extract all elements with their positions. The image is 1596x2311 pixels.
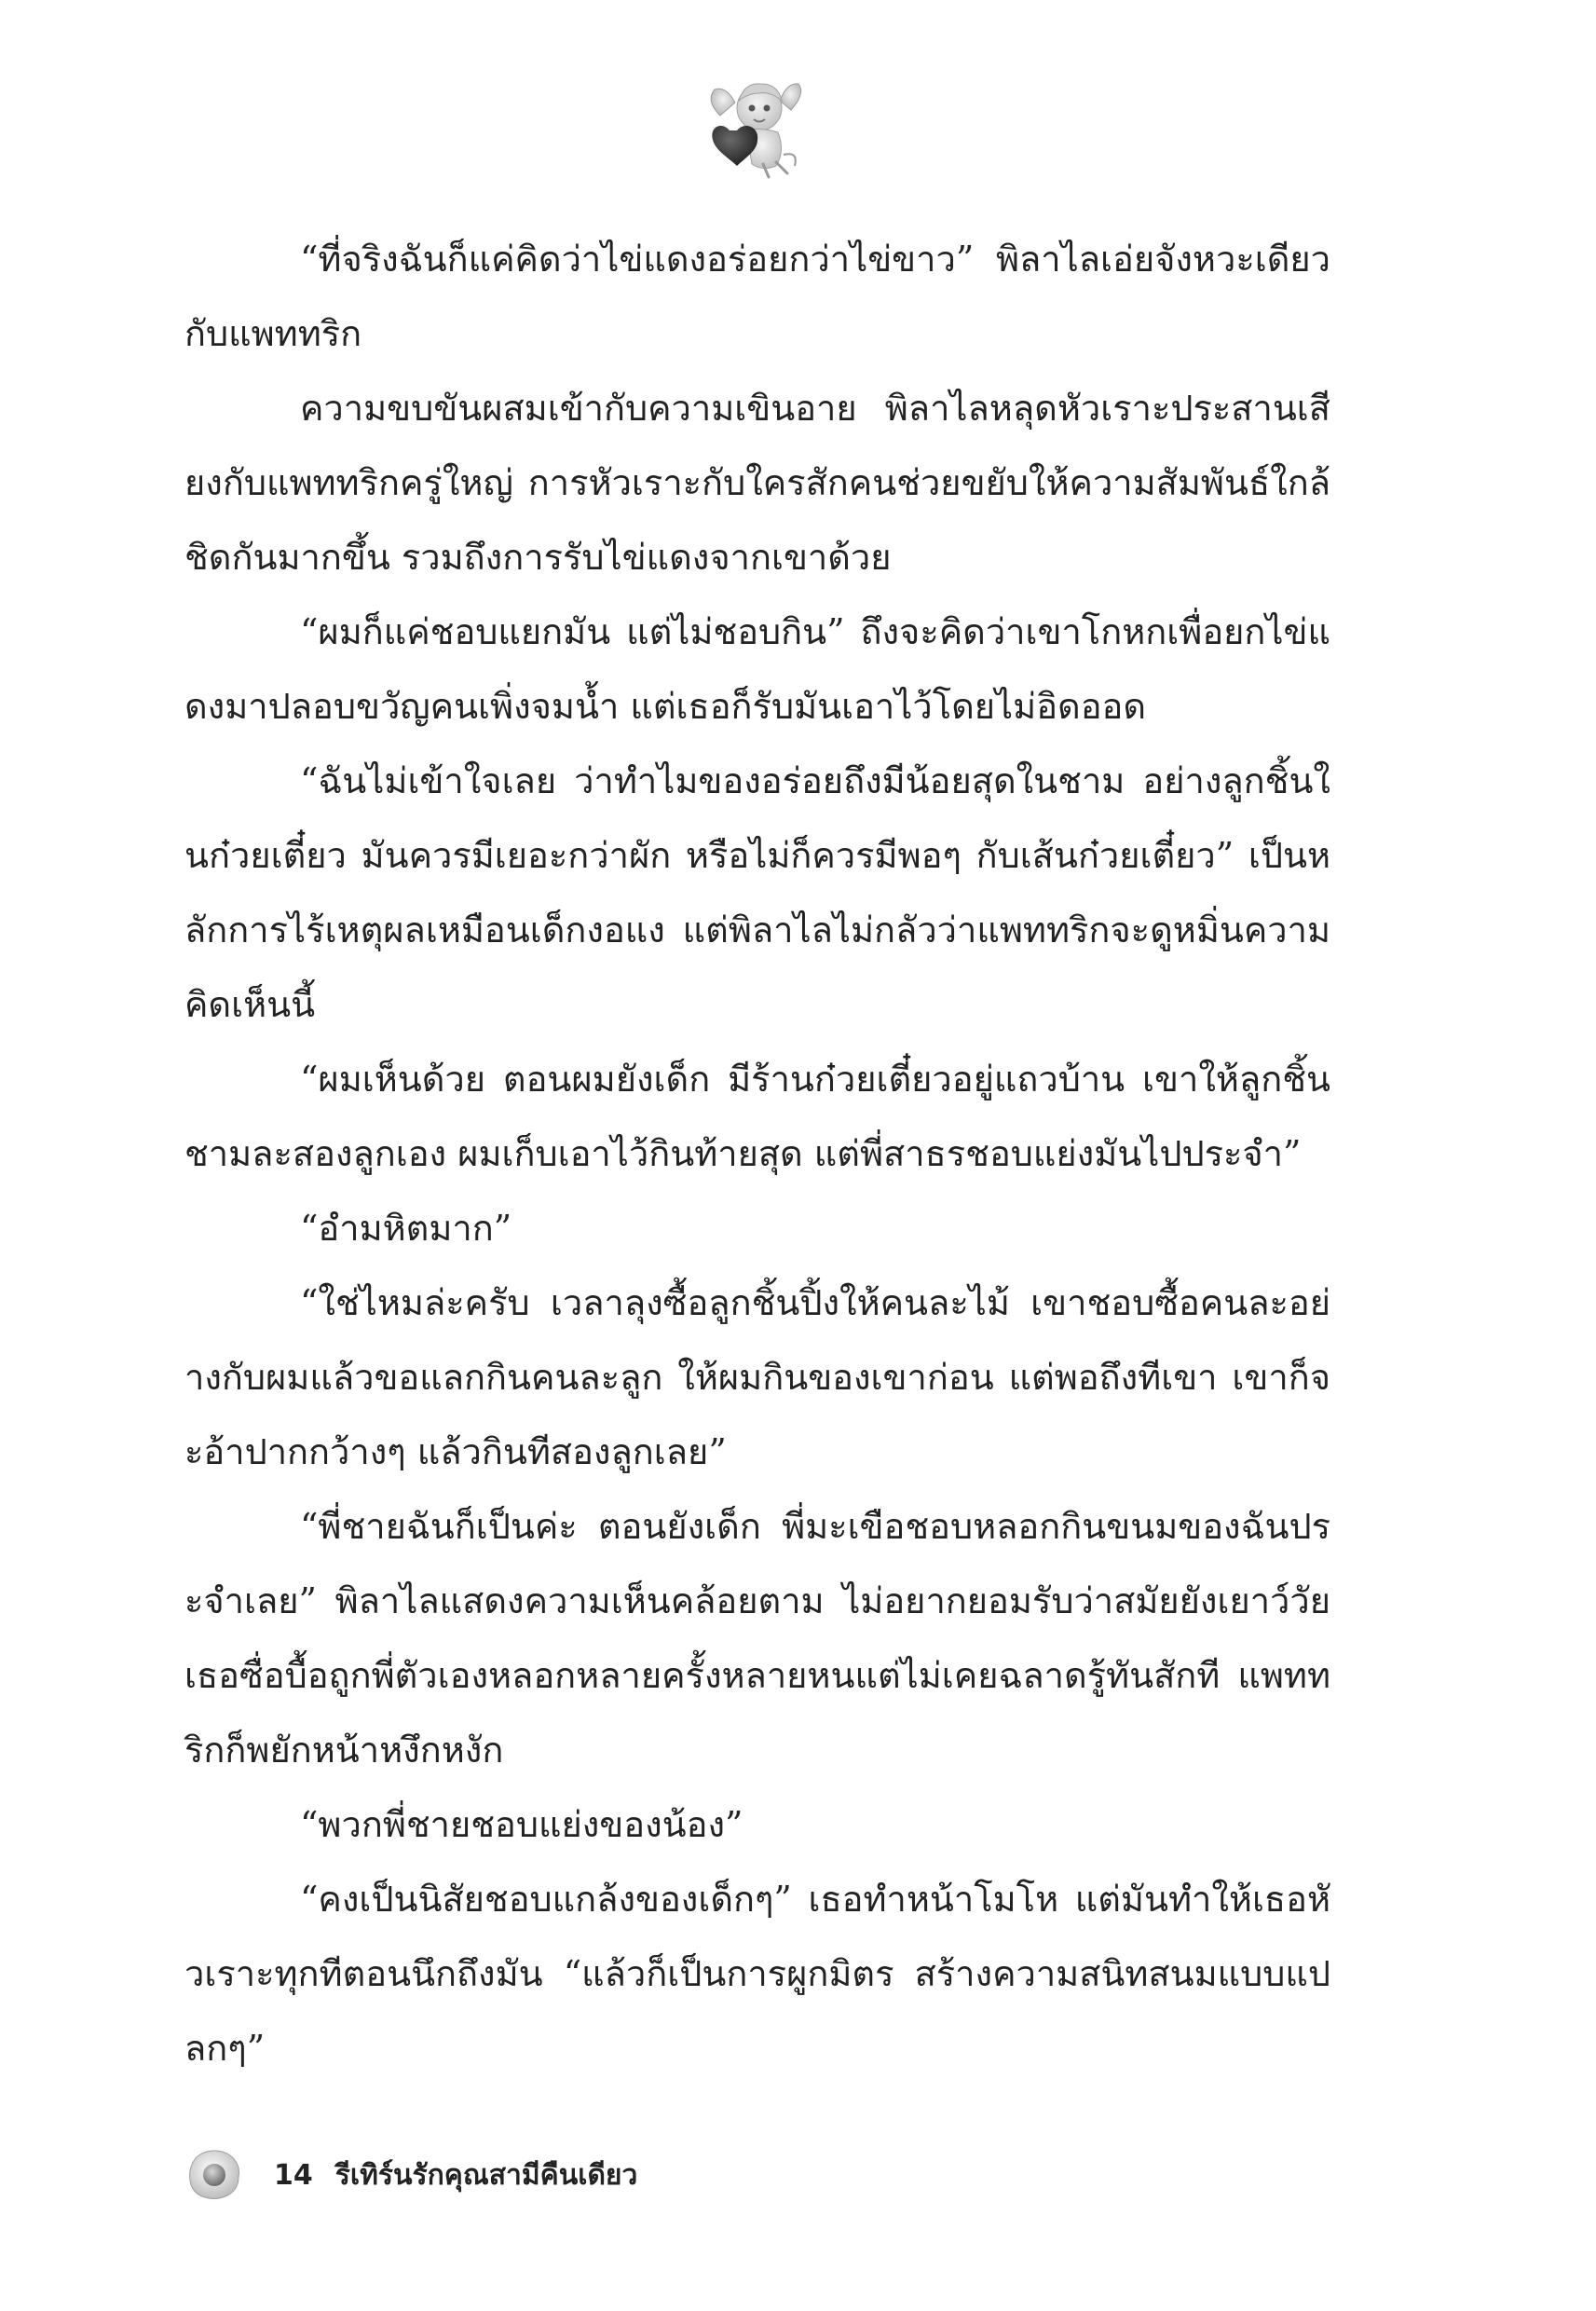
page-number: 14 [274, 2158, 313, 2192]
paragraph: “ผมก็แค่ชอบแยกมัน แต่ไม่ชอบกิน” ถึงจะคิดว่าเขาโกหกเพื่อยกไข่แดงมาปลอบขวัญคนเพิ่งจมน้ำ แต่เธอก็รับมันเอาไว้โดยไม่อิดออด [184, 611, 1330, 727]
paragraph: “อำมหิตมาก” [300, 1208, 512, 1249]
paragraph: “พี่ชายฉันก็เป็นค่ะ ตอนยังเด็ก พี่มะเขือชอบหลอกกินขนมของฉันประจำเลย” พิลาไลแสดงความเห็นคล้อยตาม ไม่อยากยอมรับว่าสมัยยังเยาว์วัย เธอซื่อบื้อถูกพี่ตัวเองหลอกหลายครั้งหลายหนแต่ไม่เคยฉลาดรู้ทันสักที แพททริกก็พยักหน้าหงึกหงัก [184, 1506, 1330, 1771]
body-text [184, 222, 1330, 2085]
cupid-heart-icon [702, 73, 813, 185]
paragraph: “พวกพี่ชายชอบแย่งของน้อง” [300, 1804, 743, 1845]
paragraph: “คงเป็นนิสัยชอบแกล้งของเด็กๆ” เธอทำหน้าโมโห แต่มันทำให้เธอหัวเราะทุกทีตอนนึกถึงมัน “แล้วก็เป็นการผูกมิตร สร้างความสนิทสนมแบบแปลกๆ” [184, 1879, 1330, 2069]
page-footer [186, 2147, 637, 2203]
fried-egg-icon [186, 2147, 242, 2203]
paragraph: ความขบขันผสมเข้ากับความเขินอาย พิลาไลหลุดหัวเราะประสานเสียงกับแพททริกครู่ใหญ่ การหัวเราะกับใครสักคนช่วยขยับให้ความสัมพันธ์ใกล้ชิดกันมากขึ้น รวมถึงการรับไข่แดงจากเขาด้วย [184, 388, 1330, 578]
book-title: รีเทิร์นรักคุณสามีคืนเดียว [334, 2158, 638, 2192]
paragraph: “ผมเห็นด้วย ตอนผมยังเด็ก มีร้านก๋วยเตี๋ยวอยู่แถวบ้าน เขาให้ลูกชิ้นชามละสองลูกเอง ผมเก็บเอาไว้กินท้ายสุด แต่พี่สาธรชอบแย่งมันไปประจำ” [184, 1059, 1330, 1174]
paragraph: “ใช่ไหมล่ะครับ เวลาลุงซื้อลูกชิ้นปิ้งให้คนละไม้ เขาชอบซื้อคนละอย่างกับผมแล้วขอแลกกินคนละลูก ให้ผมกินของเขาก่อน แต่พอถึงทีเขา เขาก็จะอ้าปากกว้างๆ แล้วกินทีสองลูกเลย” [184, 1282, 1330, 1472]
paragraph: “ฉันไม่เข้าใจเลย ว่าทำไมของอร่อยถึงมีน้อยสุดในชาม อย่างลูกชิ้นในก๋วยเตี๋ยว มันควรมีเยอะกว่าผัก หรือไม่ก็ควรมีพอๆ กับเส้นก๋วยเตี๋ยว” เป็นหลักการไร้เหตุผลเหมือนเด็กงอแง แต่พิลาไลไม่กลัวว่าแพททริกจะดูหมิ่นความคิดเห็นนี้ [184, 760, 1330, 1025]
paragraph: “ที่จริงฉันก็แค่คิดว่าไข่แดงอร่อยกว่าไข่ขาว” พิลาไลเอ่ยจังหวะเดียวกับแพททริก [184, 239, 1330, 354]
